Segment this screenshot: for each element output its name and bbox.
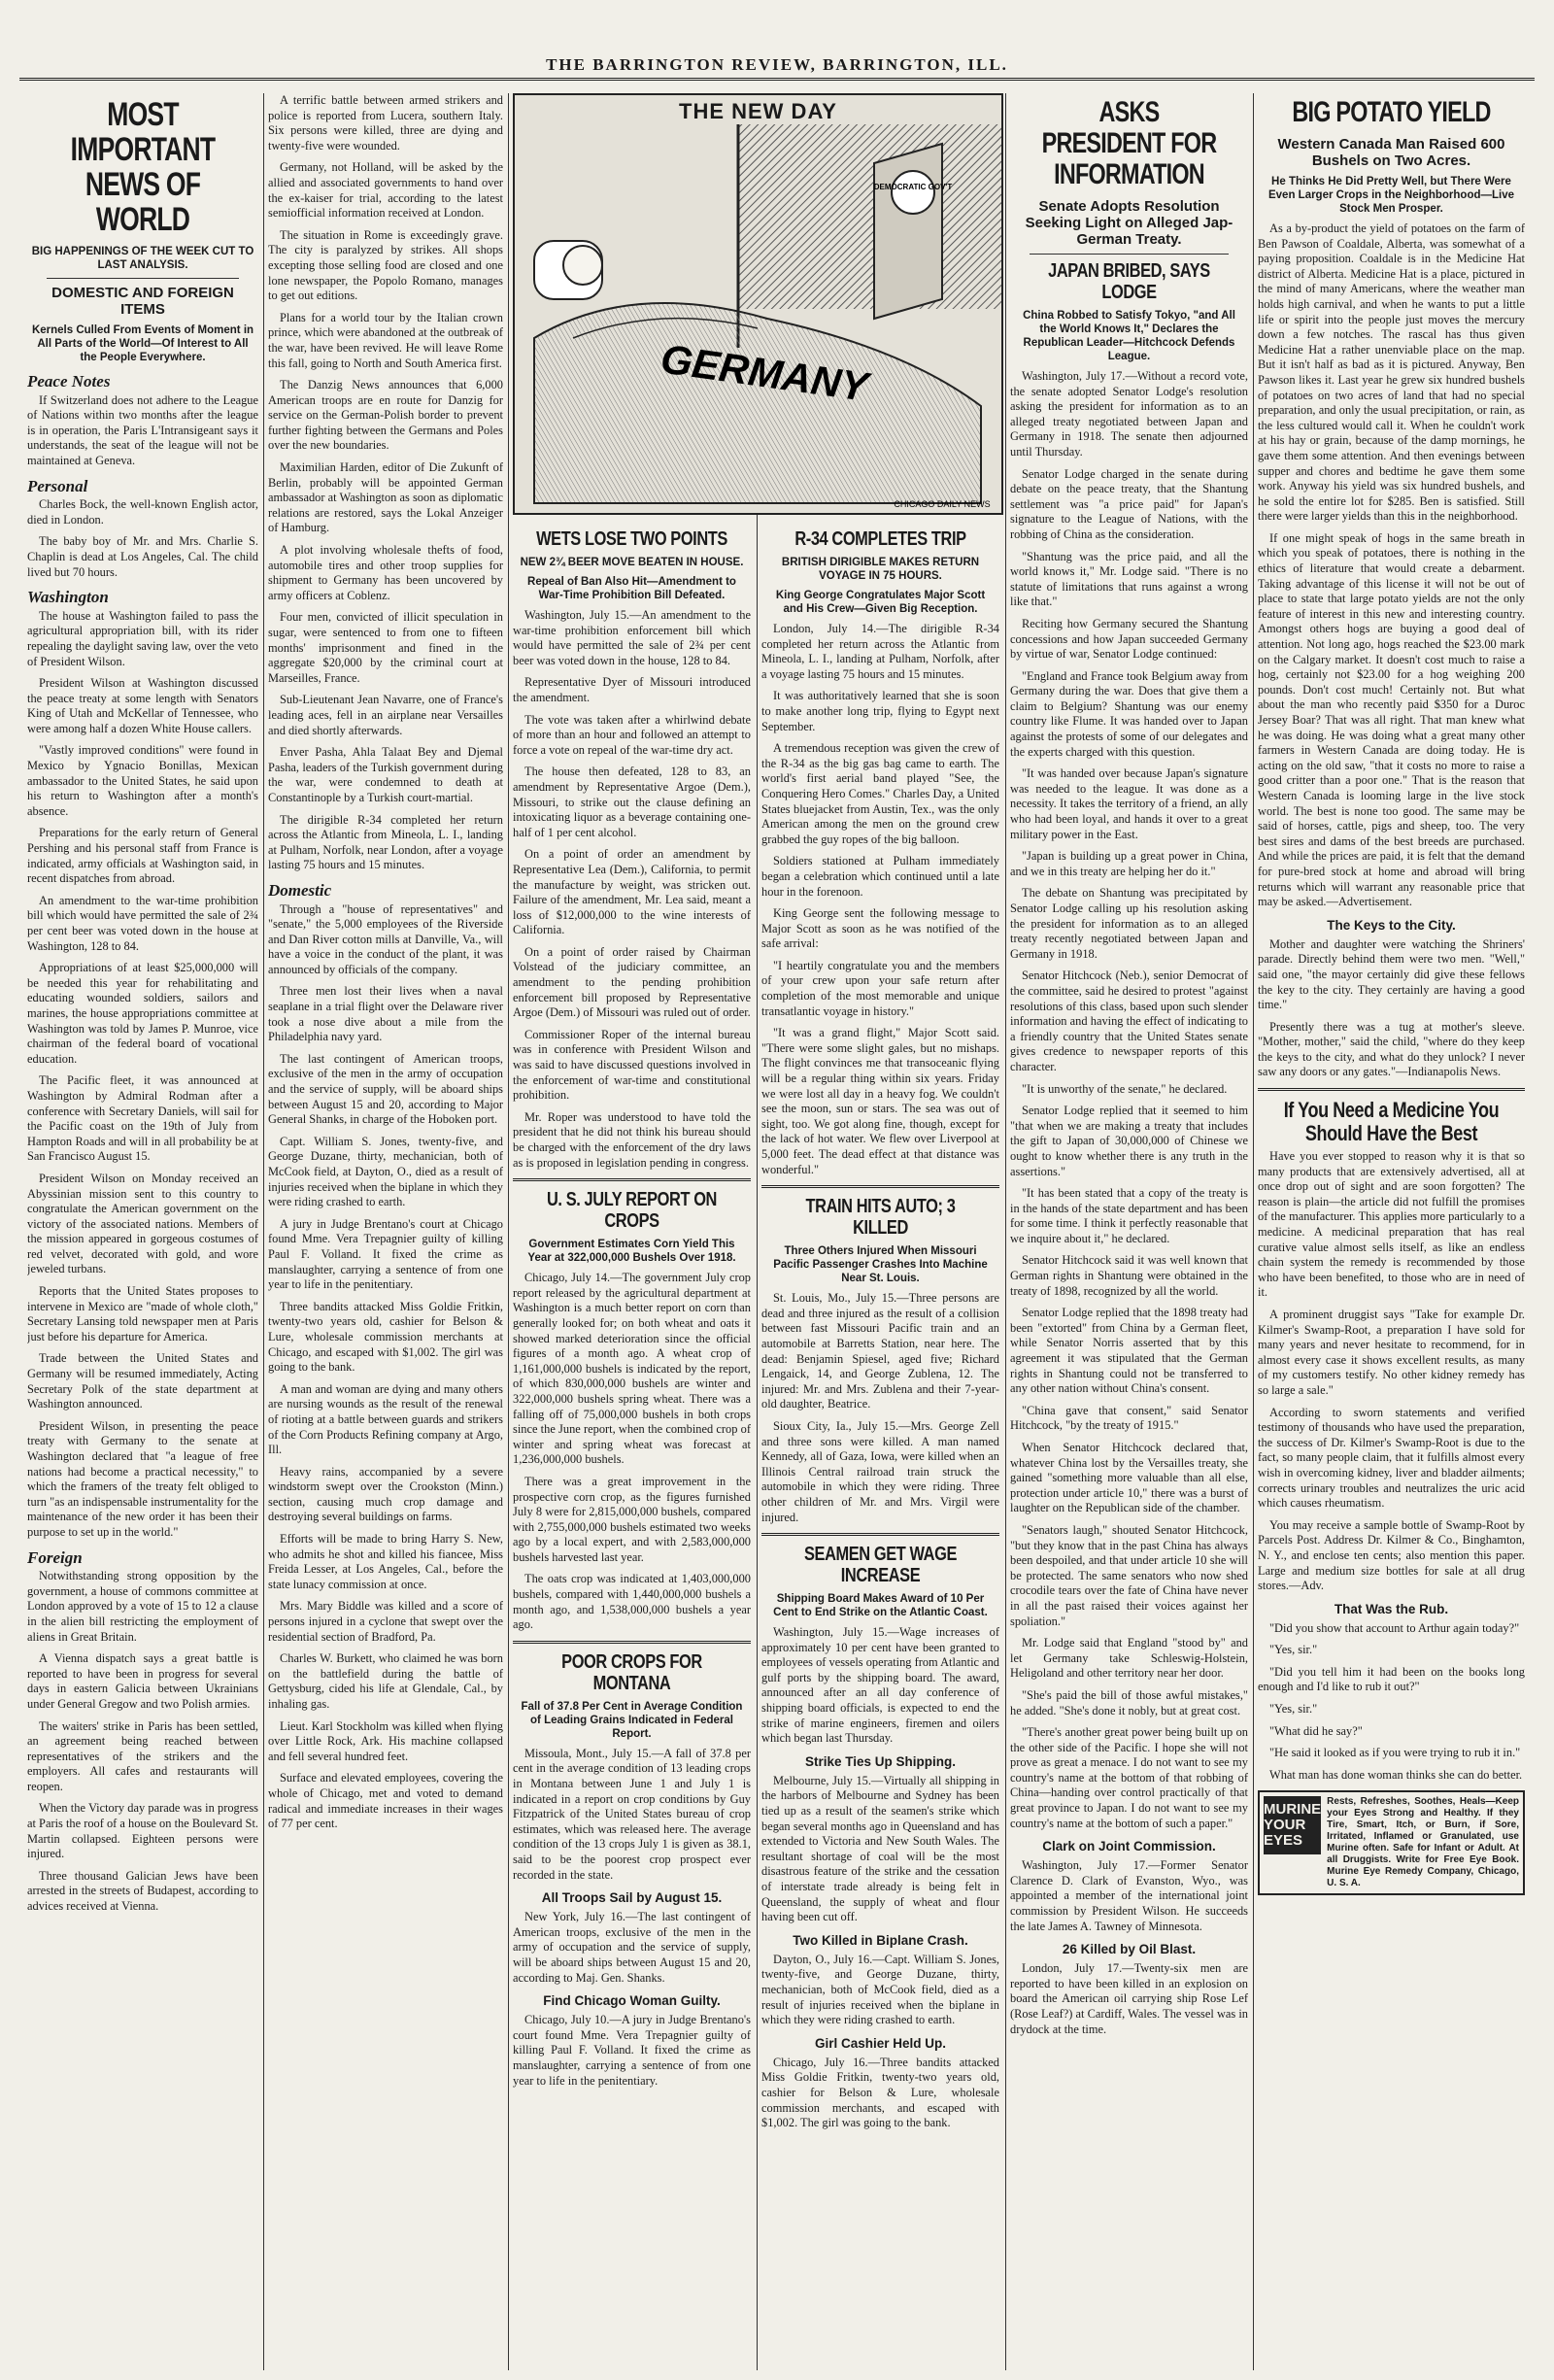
article-paragraph: The oats crop was indicated at 1,403,000,000 bushels, compared with 1,440,000,000 bushels a month ago, and 1,538,000,000 bushels a year ago. xyxy=(513,1572,751,1632)
article-paragraph: Notwithstanding strong opposition by the government, a house of commons committee at London approved by a vote of 15 to 12 a clause in the alien bill restricting the employment of aliens in Great Britain. xyxy=(27,1569,258,1644)
article-paragraph: A tremendous reception was given the crew of the R-34 as the big gas bag came to earth. The world's first aerial band played "See, the Conquering Hero Comes." Charles Day, a United States bluejacket from Austin, Tex., was the only American among the men on the ground crew grabbed the guy ropes of the big balloon. xyxy=(761,741,999,846)
article-paragraph: Three bandits attacked Miss Goldie Fritkin, twenty-two years old, cashier for Belson & Lure, wholesale commission merchants at Chicago, and escaped with $1,002. The girl was going to the bank. xyxy=(268,1299,503,1375)
article-paragraph: St. Louis, Mo., July 15.—Three persons are dead and three injured as the result of a collision between fast Missouri Pacific train and an automobile at Barretts Station, near here. The dead: Benjamin Spiesel, aged five; Richard Lengaick, 14, and George Zublena, 12. The injured: Mr. and Mrs. Zublena and their 7-year-old daughter, Beatrice. xyxy=(761,1291,999,1411)
article-paragraph: "What did he say?" xyxy=(1269,1723,1363,1738)
article-paragraph: A man and woman are dying and many others are nursing wounds as the result of the renewal of rioting at a battle between guards and strikers of the Corn Products Refining company at Argo, Ill. xyxy=(268,1381,503,1457)
headline: SEAMEN GET WAGE INCREASE xyxy=(804,1544,957,1587)
article-paragraph: "It is unworthy of the senate," he declared. xyxy=(1022,1081,1228,1096)
article-paragraph: There was a great improvement in the prospective corn crop, as the figures furnished July 8 were for 2,815,000,000 bushels, compared with 2,755,000,000 bushels estimated two weeks ago by a local expert, and with 2,583,000,000 bushels harvested last year. xyxy=(513,1474,751,1564)
article-paragraph: "Vastly improved conditions" were found in Mexico by Ygnacio Bonillas, Mexican ambassador to the United States, he said upon his return to Washington after a month's absence. xyxy=(27,743,258,818)
article-paragraph: Through a "house of representatives" and "senate," the 5,000 employees of the Riverside and Dan River cotton mills at Danville, Va., will have a voice in the conduct of the plant, it was announced by officials of the company. xyxy=(268,901,503,976)
sun-icon xyxy=(892,171,934,214)
article-paragraph: The waiters' strike in Paris has been settled, an agreement being reached between representatives of the strikers and the employers. All cafes and restaurants will reopen. xyxy=(27,1718,258,1793)
headline: TRAIN HITS AUTO; 3 KILLED xyxy=(805,1196,956,1240)
article-paragraph: Melbourne, July 15.—Virtually all shipping in the harbors of Melbourne and Sydney has been tied up as a result of the seamen's strike which began several months ago in Queensland and has extended to Victoria and New South Wales. The resultant shortage of coal will be the most disastrous feature of the strike and the cessation of interstate trade already is being felt in Queensland, the supply of wheat and flour having been cut off. xyxy=(761,1773,999,1924)
column-rule xyxy=(1005,93,1006,2370)
deck: BIG HAPPENINGS OF THE WEEK CUT TO LAST ANALYSIS. xyxy=(31,246,254,271)
article-paragraph: Mr. Roper was understood to have told the president that he did not think his bureau should be charged with the enforcement of the dry laws as is proposed in legislation pending in congress. xyxy=(513,1109,751,1170)
article-paragraph: On a point of order an amendment by Representative Lea (Dem.), California, to permit the manufacture by weight, was stricken out. Failure of the amendment, Mr. Lea said, meant a loss of $12,000,000 to the wine interests of California. xyxy=(513,847,751,937)
subhead: That Was the Rub. xyxy=(1334,1601,1449,1616)
section-heading: Peace Notes xyxy=(27,372,111,391)
column-rule xyxy=(263,93,264,2370)
headline: WETS LOSE TWO POINTS xyxy=(536,528,727,550)
column-rule xyxy=(1253,93,1254,2370)
column-rule xyxy=(508,93,509,2370)
article-paragraph: Lieut. Karl Stockholm was killed when flying over Little Rock, Ark. His machine collapsed and fell several hundred feet. xyxy=(268,1718,503,1763)
article-paragraph: Washington, July 17.—Former Senator Clarence D. Clark of Evanston, Wyo., was appointed a member of the international joint commission by President Wilson. He succeeds the late James A. Tawney of Minnesota. xyxy=(1010,1858,1248,1933)
article-paragraph: Four men, convicted of illicit speculation in sugar, were sentenced to from one to fifteen months' imprisonment and fined in the aggregate $20,000 by the criminal court at Marseilles, France. xyxy=(268,610,503,685)
column-4 xyxy=(761,523,999,2372)
subhead: Two Killed in Biplane Crash. xyxy=(793,1932,968,1948)
column-3 xyxy=(513,523,751,2372)
murine-advertisement xyxy=(1258,1790,1525,1895)
article-paragraph: Chicago, July 16.—Three bandits attacked Miss Goldie Fritkin, twenty-two years old, cashier for Belson & Lure, wholesale commission merchants, and escaped with $1,002. The girl was going to the bank. xyxy=(761,2055,999,2130)
headline-most-important: MOST IMPORTANT NEWS OF WORLD xyxy=(70,96,216,238)
section-heading: Personal xyxy=(27,476,88,495)
article-paragraph: "Senators laugh," shouted Senator Hitchcock, "but they know that in the past China has always been despoiled, and that under article 10 she will be protected. The same senators who now shed crocodile tears over the fate of China have never in all the past raised their voices against her spoliation." xyxy=(1010,1522,1248,1628)
article-paragraph: Senator Hitchcock (Neb.), senior Democrat of the committee, said he desired to protest "against resolutions of this class, based upon such slender information and having the effect of indicating to a friendly country that the United States senate gives credence to newspaper reports of this character. xyxy=(1010,969,1248,1073)
article-paragraph: A jury in Judge Brentano's court at Chicago found Mme. Vera Trepagnier guilty of killing Paul F. Volland. It fixed the crime as manslaughter, carrying a sentence of from one year to life in the penitentiary. xyxy=(268,1216,503,1292)
article-paragraph: Sioux City, Ia., July 15.—Mrs. George Zell and three sons were killed. A man named Kennedy, all of Gaza, Iowa, were killed when an Illinois Central railroad train struck the automobile in which they were riding. Three other children of Mr. and Mrs. Virgil were injured. xyxy=(761,1418,999,1524)
article-paragraph: The situation in Rome is exceedingly grave. The city is paralyzed by strikes. All shops excepting those selling food are closed and one lone newspaper, the Popolo Romano, manages to get out editions. xyxy=(268,227,503,303)
article-paragraph: Have you ever stopped to reason why it is that so many products that are extensively advertised, all at once drop out of sight and are soon forgotten? The reason is plain—the article did not fulfill the promises of the manufacturer. This applies more particularly to a medicine. A medicinal preparation that has real curative value almost sells itself, as like an endless chain system the remedy is recommended by those who have been benefited, to those who are in need of it. xyxy=(1258,1149,1525,1300)
article-paragraph: According to sworn statements and verified testimony of thousands who have used the preparation, the success of Dr. Kilmer's Swamp-Root is due to the fact, so many people claim, that it fulfills almost every wish in overcoming kidney, liver and bladder ailments; corrects urinary troubles and neutralizes the uric acid which causes rheumatism. xyxy=(1258,1405,1525,1511)
deck: NEW 2¾ BEER MOVE BEATEN IN HOUSE. xyxy=(520,557,744,568)
cartoon-credit: CHICAGO DAILY NEWS xyxy=(894,499,991,509)
article-paragraph: Representative Dyer of Missouri introduced the amendment. xyxy=(513,675,751,704)
column-2 xyxy=(268,93,503,2372)
article-paragraph: "He said it looked as if you were trying to rub it in." xyxy=(1269,1746,1521,1760)
article-paragraph: Reports that the United States proposes to intervene in Mexico are "made of whole cloth," Secretary Lansing told newspaper men at Paris just before his departure for America. xyxy=(27,1284,258,1343)
article-paragraph: Heavy rains, accompanied by a severe windstorm swept over the Crookston (Minn.) section, causing much crop damage and destroying several buildings on farms. xyxy=(268,1464,503,1524)
article-paragraph: Charles Bock, the well-known English actor, died in London. xyxy=(27,497,258,527)
murine-logo: MURINE YOUR EYES xyxy=(1264,1796,1321,1854)
article-paragraph: The Danzig News announces that 6,000 American troops are en route for Danzig for service on the German-Polish border to prevent further fighting between the Germans and Poles over the new boundaries. xyxy=(268,378,503,453)
window-frame xyxy=(874,144,942,319)
article-paragraph: Germany, not Holland, will be asked by the allied and associated governments to hand over the ex-kaiser for trial, according to the latest semiofficial information received at London. xyxy=(268,160,503,221)
section-heading: Washington xyxy=(27,588,109,607)
cartoon-label-germany: GERMANY xyxy=(658,335,871,410)
subhead: Find Chicago Woman Guilty. xyxy=(543,1993,721,2009)
article-paragraph: London, July 14.—The dirigible R-34 completed her return across the Atlantic from Mineola, L. I., landing at Pulham, Norfolk, after a voyage lasting 75 hours and 15 minutes. xyxy=(761,622,999,681)
article-paragraph: Appropriations of at least $25,000,000 will be needed this year for rehabilitating and educating wounded soldiers, sailors and marines, the house appropriations committee at Washington was told by James P. Munroe, vice chairman of the federal board of vocational education. xyxy=(27,961,258,1066)
article-paragraph: "I heartily congratulate you and the members of your crew upon your safe return after completion of the most memorable and unique transatlantic voyage in history." xyxy=(761,958,999,1018)
article-paragraph: Three thousand Galician Jews have been arrested in the streets of Budapest, according to advices received at Vienna. xyxy=(27,1868,258,1914)
article-paragraph: Senator Lodge charged in the senate during debate on the peace treaty, that the Shantung settlement was "a price paid" for Japan's signature to the League of Nations, with the robbing of China as the consideration. xyxy=(1010,466,1248,541)
article-paragraph: You may receive a sample bottle of Swamp-Root by Parcels Post. Address Dr. Kilmer & Co., Binghamton, N. Y., and enclose ten cents; also mention this paper. Large and medium size bottles for sale at all drug stores.—Adv. xyxy=(1258,1517,1525,1593)
article-paragraph: An amendment to the war-time prohibition bill which would have permitted the sale of 2¾ per cent beer was voted down in the house at Washington, 128 to 84. xyxy=(27,893,258,953)
subhead: Clark on Joint Commission. xyxy=(1042,1839,1216,1854)
article-paragraph: Charles W. Burkett, who claimed he was born on the battlefield during the battle of Gettysburg, cided his life at Glendale, Cal., by inhaling gas. xyxy=(268,1651,503,1711)
article-paragraph: "China gave that consent," said Senator Hitchcock, "by the treaty of 1915." xyxy=(1010,1403,1248,1433)
article-paragraph: What man has done woman thinks she can do better. xyxy=(1269,1767,1523,1782)
headline: U. S. JULY REPORT ON CROPS xyxy=(547,1189,717,1233)
article-paragraph: London, July 17.—Twenty-six men are reported to have been killed in an explosion on board the American oil carrying ship Rose Lef (Rose Leaf?) at Cardiff, Wales. The vessel was in drydock at the time. xyxy=(1010,1961,1248,2036)
article-paragraph: Washington, July 15.—Wage increases of approximately 10 per cent have been granted to employees of vessels operating from Atlantic and gulf ports by the shipping board. The award, announced after an all day conference of shipping board officials, is expected to end the strike of marine engineers, firemen and oilers which began last Thursday. xyxy=(761,1625,999,1746)
article-paragraph: King George sent the following message to Major Scott as soon as he was notified of the safe arrival: xyxy=(761,906,999,951)
headline-asks-president: ASKS PRESIDENT FOR INFORMATION xyxy=(1041,96,1217,190)
box-label: DEMOCRATIC GOV'T xyxy=(873,183,953,191)
column-6 xyxy=(1258,93,1525,2372)
article-paragraph: Plans for a world tour by the Italian crown prince, which were abandoned at the outbreak of the war, have been revived. He will leave Rome this fall, going to North and South America first. xyxy=(268,310,503,370)
deck: Government Estimates Corn Yield This Year at 322,000,000 Bushels Over 1918. xyxy=(527,1239,736,1265)
deck: Western Canada Man Raised 600 Bushels on Two Acres. xyxy=(1277,136,1505,169)
deck: Three Others Injured When Missouri Pacific Passenger Crashes Into Machine Near St. Louis. xyxy=(773,1245,988,1285)
headline: JAPAN BRIBED, SAYS LODGE xyxy=(1048,260,1210,303)
article-paragraph: "Did you tell him it had been on the books long enough and I'd like to rub it out?" xyxy=(1258,1664,1525,1694)
article-paragraph: A plot involving wholesale thefts of food, automobile tires and other troop supplies for shipment to Germany has been uncovered by army officers at Coblenz. xyxy=(268,543,503,602)
article-paragraph: "It was handed over because Japan's signature was needed to the league. It was done as a necessity. It takes the territory of a friend, an ally who had been loyal, and hands it over to a great military power in the East. xyxy=(1010,766,1248,841)
article-paragraph: Missoula, Mont., July 15.—A fall of 37.8 per cent in the average condition of 13 leading crops in Montana between June 1 and July 1 is indicated in a report on crop conditions by Guy Fitzpatrick of the United States bureau of crop estimates, which was released here. The average condition of the 13 crops July 1 is given as 38.1, said to be the poorest crop prospect ever recorded in the state. xyxy=(513,1746,751,1882)
article-paragraph: "England and France took Belgium away from Germany during the war. Does that give them a claim to Belgium? Shantung was our enemy country like Flume. It was handed over to Japan against the protests of some of our delegates and the experts charged with this question. xyxy=(1010,668,1248,759)
subhead: 26 Killed by Oil Blast. xyxy=(1062,1942,1197,1957)
deck: Repeal of Ban Also Hit—Amendment to War-Time Prohibition Bill Defeated. xyxy=(527,576,736,601)
article-paragraph: Surface and elevated employees, covering the whole of Chicago, met and voted to demand radical and immediate increases in their wages of 77 per cent. xyxy=(268,1771,503,1831)
article-paragraph: The house then defeated, 128 to 83, an amendment by Representative Argoe (Dem.), Missouri, to strike out the clause defining an intoxicating liquor as a beverage containing one-half of 1 per cent alcohol. xyxy=(513,765,751,839)
article-paragraph: Preparations for the early return of General Pershing and his personal staff from France is indicated, army officials at Washington said, in recent dispatches from abroad. xyxy=(27,826,258,886)
article-paragraph: Senator Lodge replied that the 1898 treaty had been "extorted" from China by a German fleet, while Senator Norris asserted that by this agreement it was stipulated that the German rights in Shantung could not be transferred to any other nation without China's consent. xyxy=(1010,1306,1248,1396)
article-paragraph: A Vienna dispatch says a great battle is reported to have been in progress for several days in eastern Galicia between Ukrainians under General Gregow and two Polish armies. xyxy=(27,1651,258,1711)
article-paragraph: Presently there was a tug at mother's sleeve. "Mother, mother," said the child, "where do they keep the keys to the city, and what do they unlock? I never saw any doors or any gates."—Indianapolis News. xyxy=(1258,1019,1525,1079)
deck: King George Congratulates Major Scott and His Crew—Given Big Reception. xyxy=(775,590,986,615)
deck: China Robbed to Satisfy Tokyo, "and All the World Knows It," Declares the Republican Leader—Hitchcock Defends League. xyxy=(1023,310,1235,362)
article-paragraph: Reciting how Germany secured the Shantung concessions and how Japan succeeded Germany by virtue of war, Senator Lodge continued: xyxy=(1010,616,1248,662)
article-paragraph: Washington, July 17.—Without a record vote, the senate adopted Senator Lodge's resolution asking the president for information as to an alleged treaty negotiated between Japan and Germany in 1918. The senate then adjourned until Thursday. xyxy=(1010,369,1248,459)
article-paragraph: "She's paid the bill of those awful mistakes," he added. "She's done it nobly, but at great cost. xyxy=(1010,1687,1248,1717)
cartoon-title: THE NEW DAY xyxy=(679,99,837,123)
article-paragraph: The last contingent of American troops, exclusive of the men in the army of occupation and the service of supply, will be aboard ships between August 15 and 20, according to Major General Shanks, in charge of the Hoboken port. xyxy=(268,1051,503,1127)
headline: If You Need a Medicine You Should Have the Best xyxy=(1283,1098,1500,1146)
article-paragraph: Efforts will be made to bring Harry S. New, who admits he shot and killed his fiancee, Miss Freida Lesser, at Los Angeles, Cal., before the state lunacy commission at once. xyxy=(268,1532,503,1591)
article-paragraph: The baby boy of Mr. and Mrs. Charlie S. Chaplin is dead at Los Angeles, Cal. The child lived but 70 hours. xyxy=(27,534,258,579)
headline: POOR CROPS FOR MONTANA xyxy=(561,1650,702,1694)
cartoon-illustration xyxy=(515,95,1001,513)
article-paragraph: Trade between the United States and Germany will be resumed immediately, Acting Secretary Polk of the state department at Washington announced. xyxy=(27,1351,258,1411)
deck: He Thinks He Did Pretty Well, but There Were Even Larger Crops in the Neighborhood—Live Stock Men Prosper. xyxy=(1267,176,1515,215)
ad-copy: Rests, Refreshes, Soothes, Heals—Keep your Eyes Strong and Healthy. If they Tire, Smart, Itch, or Burn, if Sore, Irritated, Inflamed or Granulated, use Murine often. Safe for Infant or Adult. At all Druggists. Write for Free Eye Book. Murine Eye Remedy Company, Chicago, U. S. A. xyxy=(1327,1796,1519,1889)
article-paragraph: A terrific battle between armed strikers and police is reported from Lucera, southern Italy. Six persons were killed, three are dying and twenty-five were wounded. xyxy=(268,93,503,153)
article-paragraph: "It was a grand flight," Major Scott said. "There were some slight gales, but no mishaps. The flight convinces me that transoceanic flying will be a regular thing within six years. Friday we were lost all day in a heavy fog. We couldn't see the moon, sun or stars. The sea was out of sight, too. We got along fine, though, except for the lack of hot water. We flew over Liverpool at 5,000 feet. The dead effect at that distance was wonderful." xyxy=(761,1026,999,1176)
article-paragraph: Maximilian Harden, editor of Die Zukunft of Berlin, probably will be appointed German ambassador at Washington as soon as diplomatic relations are restored, says the Lokal Anzeiger of Hamburg. xyxy=(268,460,503,535)
article-paragraph: When Senator Hitchcock declared that, whatever China lost by the Versailles treaty, she gained "something more valuable than all else, protection under article 10," there was a burst of laughter on the Republican side of the chamber. xyxy=(1010,1441,1248,1515)
article-paragraph: Senator Lodge replied that it seemed to him "that when we are making a treaty that includes the gift to Japan of 30,000,000 of Chinese we ought to know whether there is any truth in the assertions." xyxy=(1010,1104,1248,1178)
article-paragraph: "Yes, sir." xyxy=(1269,1643,1318,1657)
article-paragraph: A prominent druggist says "Take for example Dr. Kilmer's Swamp-Root, a preparation I have sold for many years and never hesitate to recommend, for in almost every case it shows excellent results, as many of my customers testify. No other kidney remedy has so large a sale." xyxy=(1258,1308,1525,1397)
article-paragraph: Capt. William S. Jones, twenty-five, and George Duzane, thirty, mechanician, both of McCook field, at Dayton, O., died as a result of injuries received when the biplane in which they were riding crashed to earth. xyxy=(268,1134,503,1209)
article-paragraph: Dayton, O., July 16.—Capt. William S. Jones, twenty-five, and George Duzane, thirty, mechanician, both of McCook field, died as a result of injuries received when the biplane in which they were riding crashed to earth. xyxy=(761,1952,999,2027)
window-shade xyxy=(738,124,1001,309)
subhead: Girl Cashier Held Up. xyxy=(814,2035,947,2051)
editorial-cartoon xyxy=(513,93,1003,515)
article-paragraph: "There's another great power being built up on the other side of the Pacific. I hope she will not prove as great a menace. I do not want to see my country's name at the bottom of that robbing of China—handing over control practically of that great province to Japan. I do not want to see my country's name at the bottom of such a paper." xyxy=(1010,1725,1248,1830)
article-paragraph: President Wilson at Washington discussed the peace treaty at some length with Senators King of Utah and McKellar of Tennessee, who were among half a dozen White House callers. xyxy=(27,676,258,735)
column-5 xyxy=(1010,93,1248,2372)
deck: Shipping Board Makes Award of 10 Per Cent to End Strike on the Atlantic Coast. xyxy=(773,1593,988,1619)
deck: Senate Adopts Resolution Seeking Light on Alleged Jap-German Treaty. xyxy=(1025,198,1233,248)
headline-big-potato: BIG POTATO YIELD xyxy=(1292,96,1491,128)
article-paragraph: "Yes, sir." xyxy=(1269,1702,1318,1717)
subhead: Strike Ties Up Shipping. xyxy=(804,1753,957,1769)
column-rule xyxy=(757,515,758,2370)
deck: DOMESTIC AND FOREIGN ITEMS xyxy=(51,285,234,318)
article-paragraph: Washington, July 15.—An amendment to the war-time prohibition enforcement bill which would have permitted the sale of 2¾ per cent beer was voted down in the house, 128 to 84. xyxy=(513,608,751,667)
article-paragraph: The dirigible R-34 completed her return across the Atlantic from Mineola, L. I., landing at Pulham, Norfolk, near London, after a voyage lasting 75 hours and 15 minutes. xyxy=(268,812,503,872)
article-paragraph: President Wilson, in presenting the peace treaty with Germany to the senate at Washington declared that "a league of free nations had become a practical necessity," to which the framers of the treaty felt obliged to turn "as an indispensable instrumentality for the maintenance of the new order it has been their purpose to set up in the world." xyxy=(27,1418,258,1539)
subhead: The Keys to the City. xyxy=(1327,917,1456,933)
article-paragraph: Commissioner Roper of the internal bureau was in conference with President Wilson and was said to have discussed questions involved in the enforcement of war-time and constitutional prohibition. xyxy=(513,1027,751,1103)
article-paragraph: Chicago, July 10.—A jury in Judge Brentano's court found Mme. Vera Trepagnier guilty of killing Paul F. Volland. It fixed the crime as manslaughter, carrying a sentence of from one year to life in the penitentiary. xyxy=(513,2013,751,2088)
subhead: All Troops Sail by August 15. xyxy=(541,1890,723,1906)
article-paragraph: The debate on Shantung was precipitated by Senator Lodge calling up his resolution asking the president for information as to an alleged treaty recently negotiated between Japan and Germany in 1918. xyxy=(1010,886,1248,961)
deck: Kernels Culled From Events of Moment in All Parts of the World—Of Interest to All the People Everywhere. xyxy=(31,324,254,363)
article-paragraph: New York, July 16.—The last contingent of American troops, exclusive of the men in the army of occupation and the service of supply, will be aboard ships between August 15 and 20, according to Maj. Gen. Shanks. xyxy=(513,1910,751,1985)
article-paragraph: "Did you show that account to Arthur again today?" xyxy=(1269,1620,1520,1635)
headline: R-34 COMPLETES TRIP xyxy=(794,528,966,550)
deck: BRITISH DIRIGIBLE MAKES RETURN VOYAGE IN 75 HOURS. xyxy=(781,557,980,582)
article-paragraph: The Pacific fleet, it was announced at Washington by Admiral Rodman after a conference with Secretary Daniels, will sail for the Pacific coast on the 19th of July from Hampton Roads and will in all probability be at San Francisco August 15. xyxy=(27,1073,258,1164)
column-1 xyxy=(27,93,258,2372)
deck: Fall of 37.8 Per Cent in Average Condition of Leading Grains Indicated in Federal Report. xyxy=(521,1700,743,1740)
article-paragraph: Three men lost their lives when a naval seaplane in a trial flight over the Delaware river took a nose dive about a mile from the Philadelphia navy yard. xyxy=(268,984,503,1044)
article-paragraph: Sub-Lieutenant Jean Navarre, one of France's leading aces, fell in an airplane near Versailles and died shortly afterwards. xyxy=(268,693,503,737)
article-paragraph: Chicago, July 14.—The government July crop report released by the agricultural department at Washington is a much better report on corn than generally looked for; on both wheat and oats it showed marked deterioration since the official figures of a month ago. A wheat crop of 1,161,000,000 bushels is indicated by the report, of which 830,000,000 bushels are winter and 322,000,000 bushels spring wheat. There was a falling off of 75,000,000 bushels in both crops since the June report, when the combined crop of winter and spring wheat was forecast at 1,236,000,000 bushels. xyxy=(513,1271,751,1467)
section-heading: Foreign xyxy=(27,1547,83,1567)
masthead: THE BARRINGTON REVIEW, BARRINGTON, ILL. xyxy=(19,52,1535,81)
article-paragraph: It was authoritatively learned that she is soon to make another long trip, flying to Egypt next September. xyxy=(761,689,999,733)
article-paragraph: Mr. Lodge said that England "stood by" and let Germany take Schleswig-Holstein, Heligoland and other territory near her door. xyxy=(1010,1636,1248,1681)
article-paragraph: Senator Hitchcock said it was well known that German rights in Shantung were obtained in the treaty of 1898, recognized by all the world. xyxy=(1010,1253,1248,1298)
article-paragraph: The vote was taken after a whirlwind debate of more than an hour and followed an attempt to force a vote on repeal of the war-time dry act. xyxy=(513,712,751,757)
article-paragraph: "It has been stated that a copy of the treaty is in the hands of the state department and has been for some time. I think it perfectly reasonable that we inquire about it," he declared. xyxy=(1010,1186,1248,1245)
article-paragraph: On a point of order raised by Chairman Volstead of the judiciary committee, an amendment to the pending prohibition enforcement bill proposed by Representative Argoe (Dem.) of Missouri was ruled out of order. xyxy=(513,944,751,1020)
article-paragraph: "Japan is building up a great power in China, and we in this treaty are helping her do it." xyxy=(1010,849,1248,878)
article-paragraph: Enver Pasha, Ahla Talaat Bey and Djemal Pasha, leaders of the Turkish government during the war, were condemned to death at Constantinople by a Turkish court-martial. xyxy=(268,745,503,804)
face xyxy=(563,246,602,285)
article-paragraph: "Shantung was the price paid, and all the world knows it," Mr. Lodge said. "There is no statute of limitations that runs against a wrong like that." xyxy=(1010,549,1248,609)
article-paragraph: When the Victory day parade was in progress at Paris the roof of a house on the Boulevard St. Martin collapsed. Eighteen persons were injured. xyxy=(27,1801,258,1861)
article-paragraph: As a by-product the yield of potatoes on the farm of Ben Pawson of Coaldale, Alberta, was somewhat of a paying proposition. Coaldale is in the Medicine Hat district of Alberta. Medicine Hat is a place, pictured in the mind of many Americans, where the weather man holds high carnival, and when he wants to put a little life or spirit into the people just moves the mercury down a few notches. The rascal has thus given Medicine Hat a rather unenviable place on the map. But it isn't half as bad as it is pictured. Anyway, Ben Pawson likes it. Last year he grew six hundred bushels of potatoes on two acres of land that had no special preparation, and only the usual precipitation, or rain, as the less cultured would call it. When he couldn't work at his hay or grain, because of the damp mornings, he gave them some attention. And then evenings between supper and chores and bedtime he gave them some work. Anyway his yield was six hundred bushels, and he sold the entire lot for $285. Ben is satisfied. Still there were larger yields than this in the neighborhood. xyxy=(1258,221,1525,524)
article-paragraph: If one might speak of hogs in the same breath in which you speak of potatoes, there is nothing in the ethics of literature that would create a debarment. Taking advantage of this license it will not be out of place to state that large potato yields are not the only feature of interest in this new and interesting country. Amongst others hogs are buying a good deal of attention. Not long ago, hogs reached the $23.00 mark on the Calgary market. It doesn't cost much to raise a hog, certainly not $23.00 for a hog weighing 200 pounds. Don't cost much! Certainly not. But what about the man who recently paid $350 for a Duroc Jersey Boar? That was all right. That man knew what he was doing. He was doing what a great many other farmers in Western Canada are doing today. He is acting on the old saw, "that it costs no more to raise a good critter than a poor one." That is the reason that Western Canada is looming large in the live stock world. The best is none too good. The same may be said of horses, cattle, pigs and sheep, too. The very best sires and dams of the best breeds are purchased. And while the prices are paid, it is felt that the demand for pure-bred stock at home and abroad will bring returns which will warrant any reasonable price that may be asked.—Advertisement. xyxy=(1258,530,1525,909)
article-paragraph: President Wilson on Monday received an Abyssinian mission sent to this country to congratulate the American government on the victory of the associated nations. Members of the mission appeared in gorgeous costumes of red velvet, decorated with gold, and wore jeweled turbans. xyxy=(27,1171,258,1276)
section-heading: Domestic xyxy=(268,880,332,900)
article-paragraph: If Switzerland does not adhere to the League of Nations within two months after the league is in operation, the Paris L'Intransigeant says it understands, the seat of the league will not be maintained at Geneva. xyxy=(27,392,258,467)
article-paragraph: Soldiers stationed at Pulham immediately began a celebration which continued until a late hour in the forenoon. xyxy=(761,854,999,899)
article-paragraph: Mother and daughter were watching the Shriners' parade. Directly behind them were two men. "Well," said one, "the mayor certainly did give these fellows the key to the city. They certainly are having a good time." xyxy=(1258,936,1525,1012)
article-paragraph: Mrs. Mary Biddle was killed and a score of persons injured in a cyclone that swept over the residential section of Bradford, Pa. xyxy=(268,1599,503,1644)
article-paragraph: The house at Washington failed to pass the agricultural appropriation bill, with its rider repealing the daylight saving law, over the veto of President Wilson. xyxy=(27,608,258,668)
